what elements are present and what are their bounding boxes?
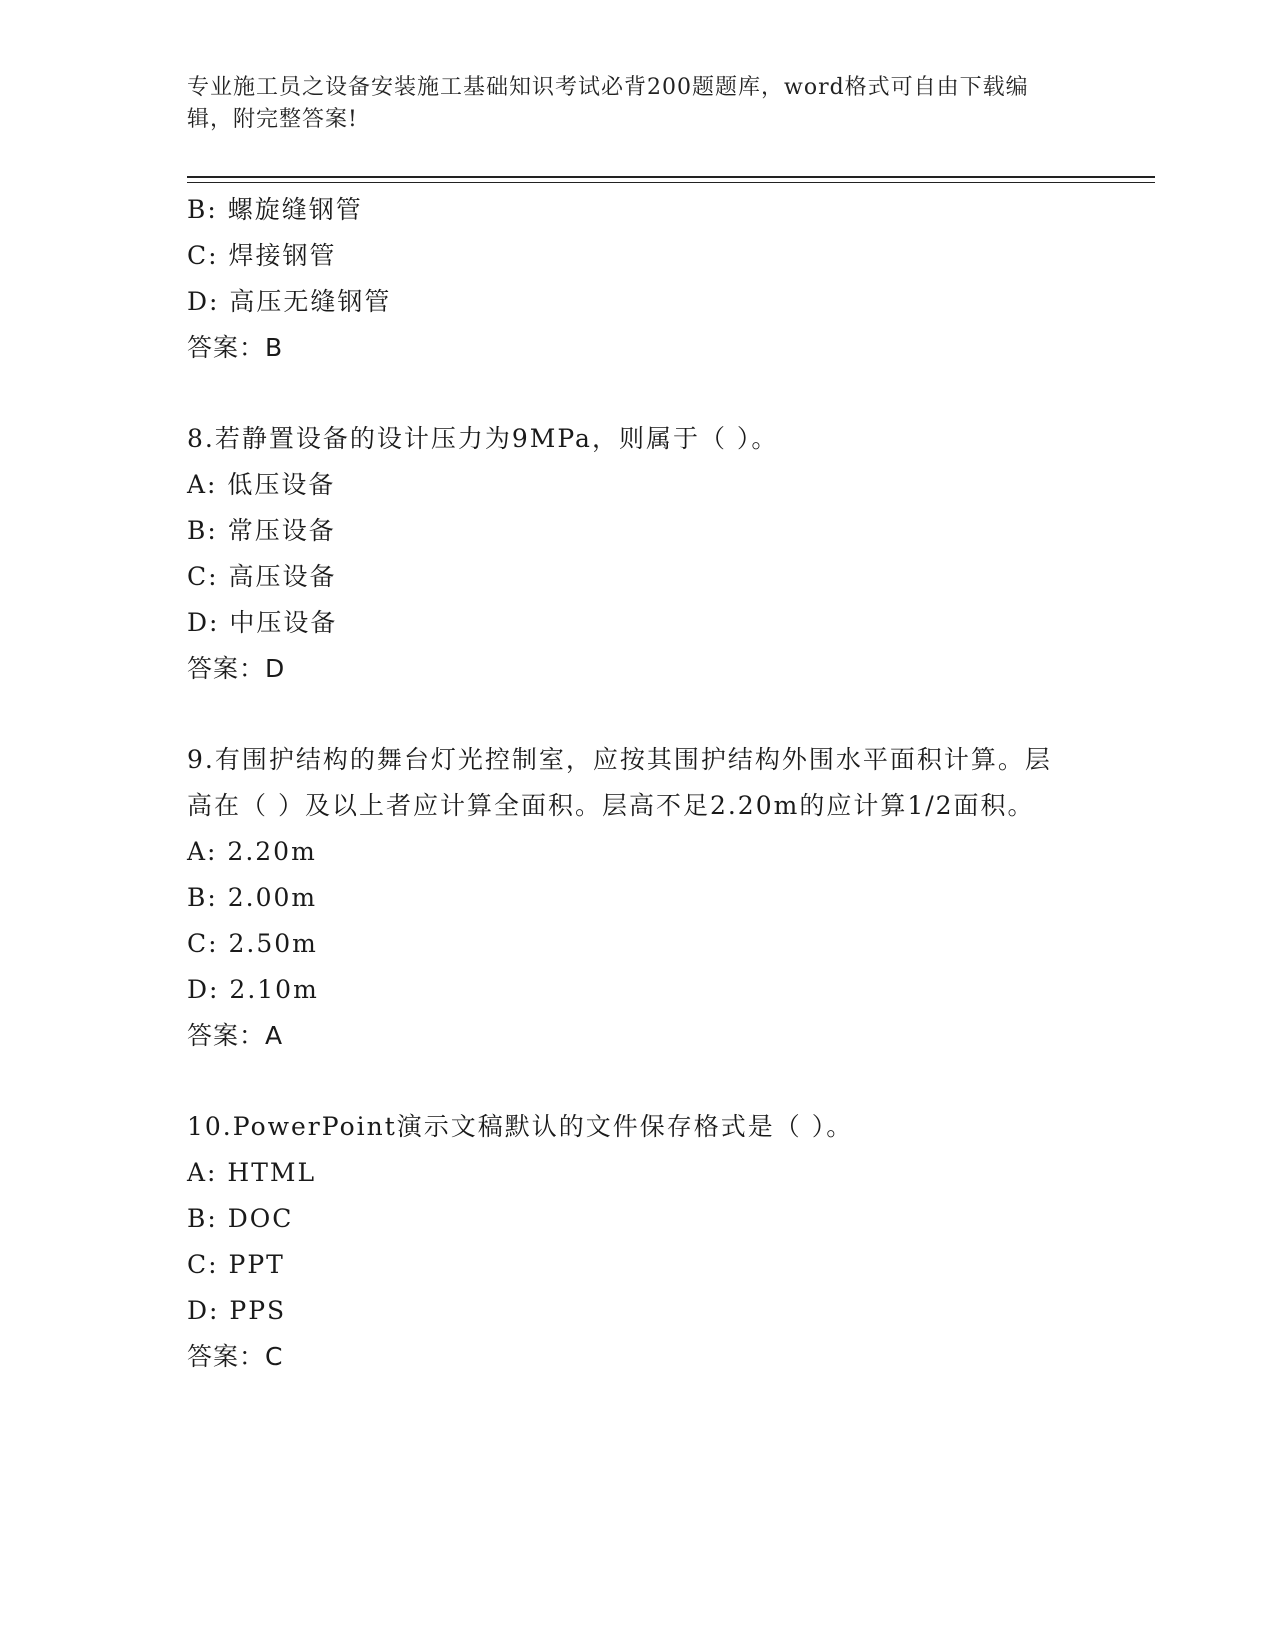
option-c: C: 焊接钢管 — [187, 241, 337, 270]
question-text: 10.PowerPoint演示文稿默认的文件保存格式是（ ）。 — [187, 1112, 854, 1141]
option-c: C: 高压设备 — [187, 562, 337, 591]
option-d: D: 中压设备 — [187, 608, 338, 637]
answer-line: 答案：A — [187, 1021, 284, 1050]
question-text: 9.有围护结构的舞台灯光控制室，应按其围护结构外围水平面积计算。层高在（ ）及以上者应计算全面积。层高不足2.20m的应计算1/2面积。 — [187, 745, 1052, 820]
header-divider-thick — [187, 176, 1155, 178]
header-divider-thin — [187, 182, 1155, 183]
option-a: A: 低压设备 — [187, 470, 336, 499]
question-block-8 — [187, 416, 1087, 692]
answer-line: 答案：B — [187, 333, 284, 362]
spacer — [187, 1059, 1087, 1104]
option-b: B: 2.00m — [187, 883, 318, 912]
partial-question-block — [187, 187, 1087, 371]
question-block-10 — [187, 1104, 1087, 1380]
option-d: D: 高压无缝钢管 — [187, 287, 392, 316]
question-block-9 — [187, 737, 1087, 1059]
option-d: D: 2.10m — [187, 975, 319, 1004]
option-a: A: HTML — [187, 1158, 317, 1187]
option-b: B: 常压设备 — [187, 516, 336, 545]
spacer — [187, 371, 1087, 416]
option-c: C: 2.50m — [187, 929, 318, 958]
document-header: 专业施工员之设备安装施工基础知识考试必背200题题库，word格式可自由下载编辑，附完整答案! — [187, 75, 1029, 132]
spacer — [187, 692, 1087, 737]
option-d: D: PPS — [187, 1296, 287, 1325]
option-b: B: 螺旋缝钢管 — [187, 195, 363, 224]
option-a: A: 2.20m — [187, 837, 317, 866]
option-b: B: DOC — [187, 1204, 294, 1233]
question-list — [187, 187, 1087, 1380]
answer-line: 答案：D — [187, 654, 286, 683]
option-c: C: PPT — [187, 1250, 285, 1279]
answer-line: 答案：C — [187, 1342, 284, 1371]
question-text: 8.若静置设备的设计压力为9MPa，则属于（ ）。 — [187, 424, 779, 453]
